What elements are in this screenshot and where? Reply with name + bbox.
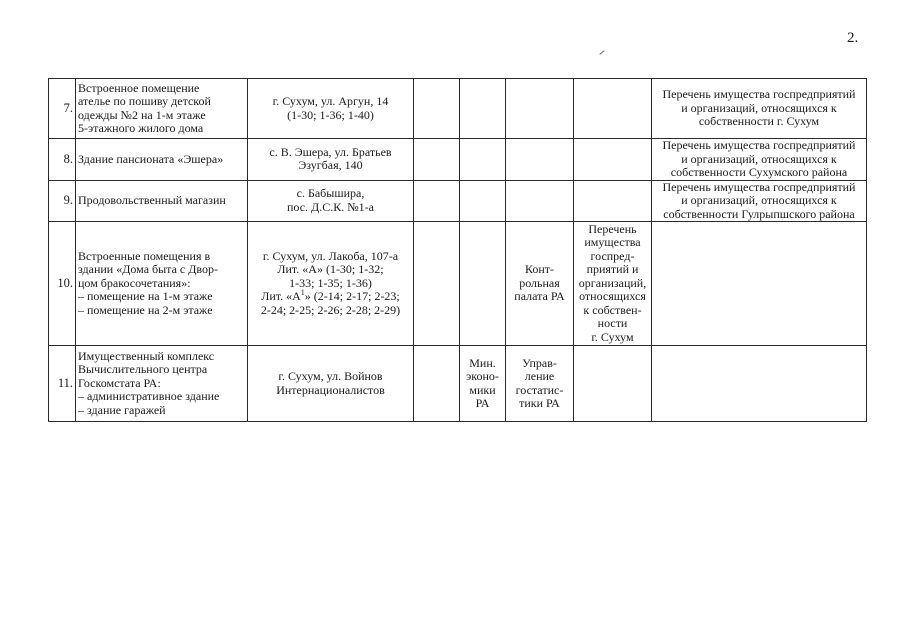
address-line: г. Сухум, ул. Аргун, 14 bbox=[272, 94, 389, 108]
address-part: » (2-14; 2-17; 2-23; bbox=[304, 289, 400, 304]
col8-line: Перечень имущества госпредприятий bbox=[662, 180, 856, 194]
cell-col4 bbox=[414, 139, 460, 181]
object-address bbox=[248, 222, 414, 346]
address-line: пос. Д.С.К. №1-а bbox=[286, 199, 374, 214]
table-row bbox=[49, 79, 867, 139]
object-name bbox=[76, 222, 248, 346]
property-table bbox=[48, 78, 867, 422]
col7-line: имущества bbox=[584, 235, 641, 250]
cell-col5 bbox=[460, 79, 506, 139]
col6-line: Управ- bbox=[522, 355, 557, 370]
address-line: г. Сухум, ул. Лакоба, 107-а bbox=[262, 248, 399, 263]
table-row bbox=[49, 180, 867, 222]
object-address bbox=[248, 79, 414, 139]
table-row bbox=[49, 222, 867, 346]
cell-col8 bbox=[652, 79, 867, 139]
col8-line: собственности г. Сухум bbox=[698, 114, 820, 129]
object-name-line: Встроенное помещение bbox=[78, 80, 200, 95]
object-name-line: Здание пансионата «Эшера» bbox=[78, 151, 224, 166]
col6-line: ление bbox=[524, 369, 555, 383]
address-line: 2-24; 2-25; 2-26; 2-28; 2-29) bbox=[260, 302, 401, 317]
cell-col4 bbox=[414, 180, 460, 222]
cell-col7 bbox=[574, 79, 652, 139]
object-address bbox=[248, 139, 414, 181]
object-address bbox=[248, 180, 414, 222]
cell-col6 bbox=[506, 139, 574, 181]
object-name bbox=[76, 346, 248, 422]
object-name-line: – административное здание bbox=[78, 389, 220, 404]
col5-line: Мин. bbox=[469, 355, 496, 370]
col8-line: и организаций, относящихся к bbox=[681, 151, 837, 166]
cell-col8 bbox=[652, 180, 867, 222]
col6-line: Конт- bbox=[524, 262, 555, 277]
cell-col8 bbox=[652, 139, 867, 181]
object-name-line: 5-этажного жилого дома bbox=[78, 121, 204, 135]
cell-col6 bbox=[506, 180, 574, 222]
row-number: 10. bbox=[49, 222, 76, 346]
col8-line: Перечень имущества госпредприятий bbox=[662, 138, 856, 152]
object-name-line: Продовольственный магазин bbox=[78, 193, 226, 207]
col8-line: собственности Гулрыпшского района bbox=[663, 206, 855, 221]
cell-col4 bbox=[414, 79, 460, 139]
cell-col7 bbox=[574, 346, 652, 422]
col8-line: и организаций, относящихся к bbox=[681, 193, 837, 207]
address-line: Лит. «А» (1-30; 1-32; bbox=[277, 262, 384, 277]
col7-line: относящихся bbox=[579, 289, 646, 304]
col5-line: эконо- bbox=[466, 369, 499, 383]
page-number: 2. bbox=[847, 30, 859, 46]
col8-line: Перечень имущества госпредприятий bbox=[662, 87, 856, 102]
cell-col5 bbox=[460, 222, 506, 346]
cell-col7 bbox=[574, 222, 652, 346]
cell-col5 bbox=[460, 346, 506, 422]
col5-line: мики РА bbox=[469, 382, 496, 410]
object-name-line: цом бракосочетания»: bbox=[78, 275, 191, 290]
object-name-line: Встроенные помещения в bbox=[78, 248, 211, 263]
cell-col8 bbox=[652, 222, 867, 346]
address-line: Эзугбая, 140 bbox=[298, 158, 363, 173]
object-name-line: – помещение на 1-м этаже bbox=[78, 289, 213, 304]
row-number: 11. bbox=[49, 346, 76, 422]
col6-line: тики РА bbox=[519, 396, 560, 410]
cell-col8 bbox=[652, 346, 867, 422]
object-name-line: – здание гаражей bbox=[78, 402, 166, 417]
col6-line: гостатис- bbox=[515, 382, 564, 397]
row-number: 9. bbox=[49, 180, 76, 222]
row-number: 8. bbox=[49, 139, 76, 181]
address-line: Интернационалистов bbox=[276, 382, 385, 397]
object-address bbox=[248, 346, 414, 422]
col7-line: г. Сухум bbox=[591, 329, 634, 344]
table-row bbox=[49, 139, 867, 181]
col7-line: организаций, bbox=[578, 275, 647, 290]
address-line bbox=[250, 290, 411, 304]
cell-col4 bbox=[414, 222, 460, 346]
col7-line: Перечень bbox=[588, 221, 637, 236]
object-name-line: ателье по пошиву детской bbox=[78, 94, 211, 108]
row-number: 7. bbox=[49, 79, 76, 139]
object-name-line: Госкомстата РА: bbox=[78, 375, 161, 390]
cell-col5 bbox=[460, 180, 506, 222]
address-superscript: 1 bbox=[300, 288, 305, 298]
cell-col6 bbox=[506, 346, 574, 422]
cell-col6 bbox=[506, 79, 574, 139]
address-line: с. Бабышира, bbox=[296, 186, 365, 201]
col6-line: палата РА bbox=[514, 289, 565, 304]
pen-mark bbox=[599, 50, 604, 55]
address-line: (1-30; 1-36; 1-40) bbox=[287, 107, 374, 122]
object-name bbox=[76, 180, 248, 222]
object-name-line: – помещение на 2-м этаже bbox=[78, 302, 213, 317]
cell-col4 bbox=[414, 346, 460, 422]
cell-col5 bbox=[460, 139, 506, 181]
col7-line: госпред- bbox=[590, 248, 635, 263]
cell-col6 bbox=[506, 222, 574, 346]
object-name-line: здании «Дома быта с Двор- bbox=[78, 262, 218, 277]
table-row bbox=[49, 346, 867, 422]
object-name-line: Вычислительного центра bbox=[78, 362, 208, 377]
col7-line: ности bbox=[597, 316, 628, 331]
col8-line: и организаций, относящихся к bbox=[681, 100, 837, 115]
col7-line: приятий и bbox=[586, 262, 639, 277]
object-name bbox=[76, 139, 248, 181]
object-name-line: одежды №2 на 1-м этаже bbox=[78, 107, 206, 122]
object-name bbox=[76, 79, 248, 139]
col6-line: рольная bbox=[519, 275, 560, 290]
col8-line: собственности Сухумского района bbox=[670, 165, 848, 179]
col7-line: к собствен- bbox=[583, 302, 642, 317]
cell-col7 bbox=[574, 139, 652, 181]
address-line: с. В. Эшера, ул. Братьев bbox=[269, 144, 392, 159]
address-line: 1-33; 1-35; 1-36) bbox=[289, 275, 372, 290]
address-part: Лит. «А bbox=[261, 289, 301, 304]
cell-col7 bbox=[574, 180, 652, 222]
address-line: г. Сухум, ул. Войнов bbox=[278, 369, 383, 383]
object-name-line: Имущественный комплекс bbox=[78, 348, 215, 363]
